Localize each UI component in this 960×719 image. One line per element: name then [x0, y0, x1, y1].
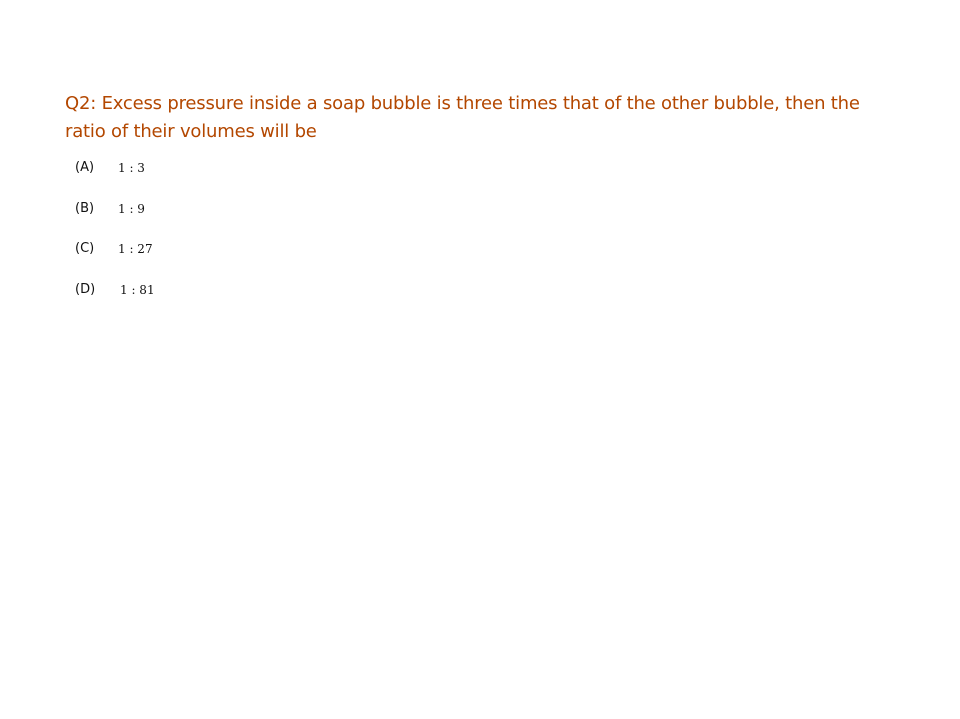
question-text: Q2: Excess pressure inside a soap bubble is three times that of the other bubble, then the ratio of their volumes will be [65, 93, 860, 142]
option-a[interactable] [75, 160, 275, 182]
option-c-label: (C) [75, 241, 95, 256]
option-b-value: 1 : 9 [118, 202, 145, 216]
option-a-value: 1 : 3 [118, 161, 145, 175]
option-d-value: 1 : 81 [120, 283, 155, 297]
option-d[interactable] [75, 282, 275, 304]
option-c[interactable] [75, 241, 275, 263]
option-a-label: (A) [75, 160, 95, 175]
option-b[interactable] [75, 201, 275, 223]
option-b-label: (B) [75, 201, 95, 216]
option-c-value: 1 : 27 [118, 242, 153, 256]
option-d-label: (D) [75, 282, 96, 297]
